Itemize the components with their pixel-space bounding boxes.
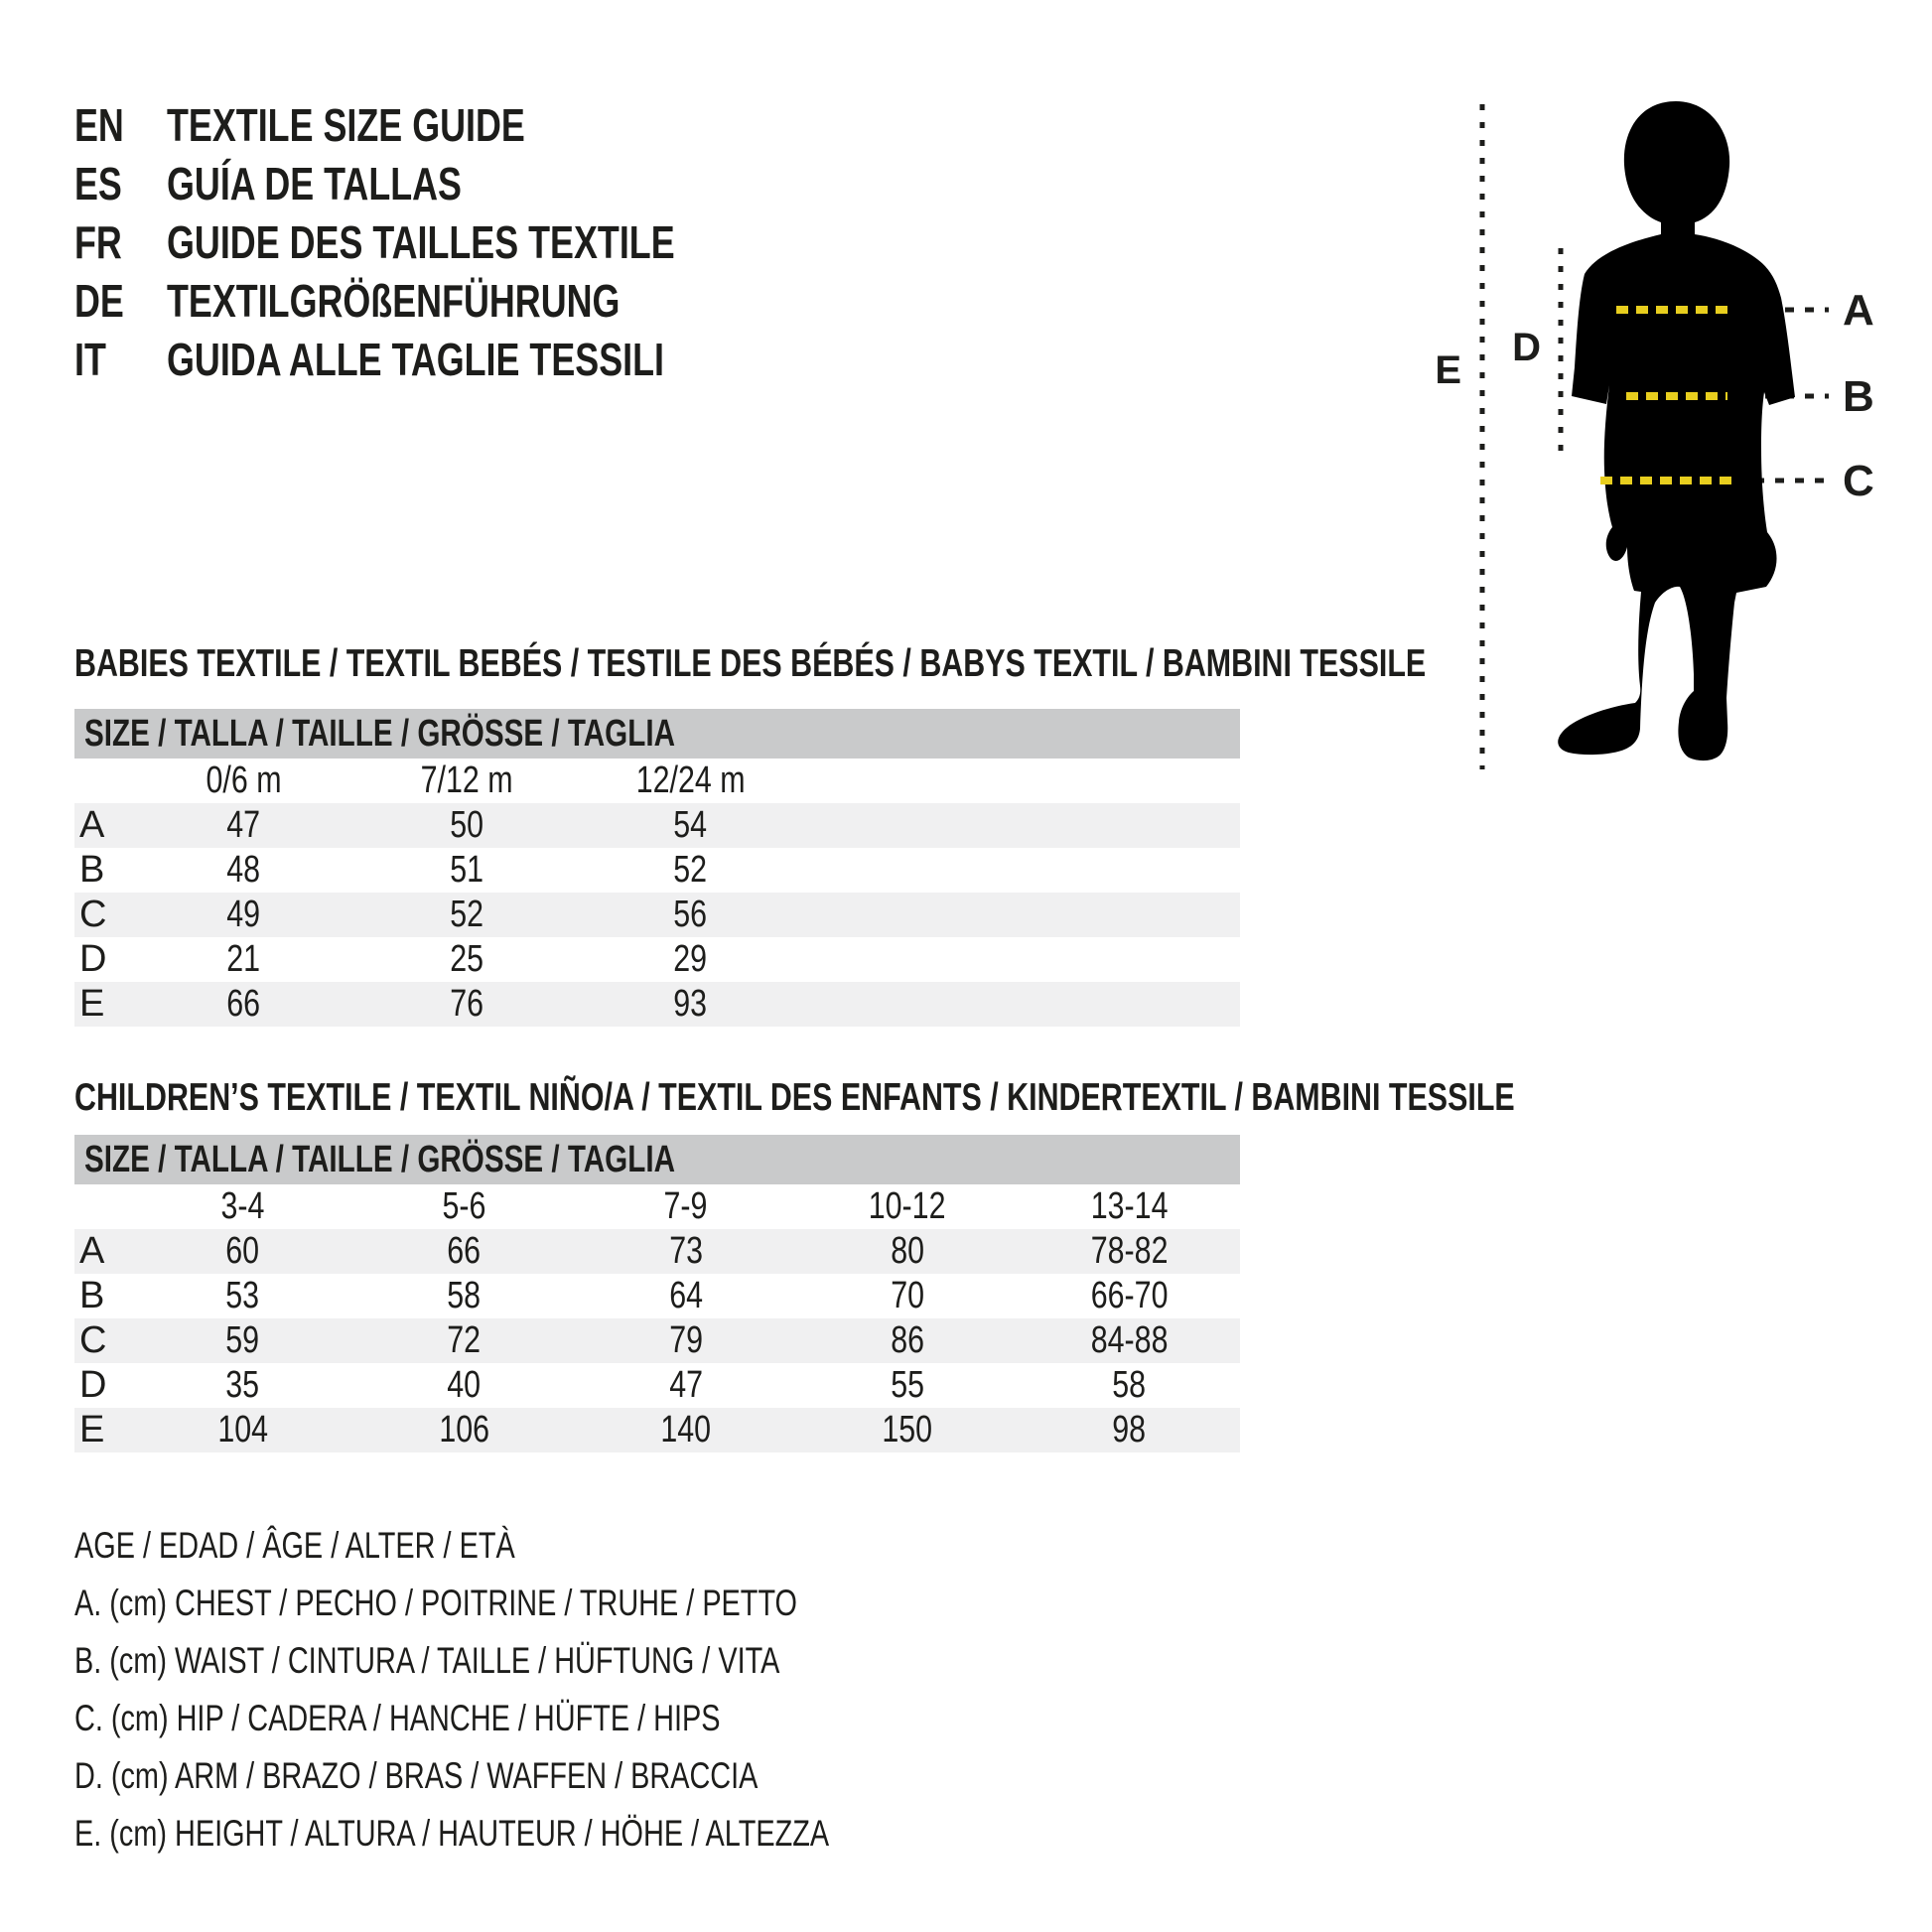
table-row bbox=[74, 1229, 1240, 1274]
language-title: GUIDE DES TAILLES TEXTILE bbox=[167, 215, 675, 268]
cell-value: 58 bbox=[1112, 1364, 1147, 1406]
cell-value: 48 bbox=[226, 849, 261, 891]
row-label: D bbox=[79, 1364, 107, 1406]
cell-value: 56 bbox=[673, 894, 708, 935]
row-label: C bbox=[79, 1319, 107, 1361]
cell-value: 64 bbox=[668, 1275, 703, 1316]
language-row-es bbox=[74, 154, 818, 212]
cell-value: 78-82 bbox=[1090, 1230, 1169, 1272]
row-label: A bbox=[79, 804, 105, 846]
table-column-header-row bbox=[74, 759, 1240, 803]
cell-value: 35 bbox=[225, 1364, 260, 1406]
size-header-band: SIZE / TALLA / TAILLE / GRÖSSE / TAGLIA bbox=[74, 1135, 1240, 1184]
figure-label-d: D bbox=[1512, 326, 1541, 369]
cell-value: 25 bbox=[450, 938, 484, 980]
figure-label-b: B bbox=[1843, 372, 1874, 421]
row-label: E bbox=[79, 1409, 105, 1450]
table-row bbox=[74, 803, 1240, 848]
figure-label-e: E bbox=[1435, 348, 1461, 392]
table-row bbox=[74, 1318, 1240, 1363]
cell-value: 76 bbox=[450, 983, 484, 1025]
cell-value: 79 bbox=[668, 1319, 703, 1361]
cell-value: 59 bbox=[225, 1319, 260, 1361]
cell-value: 93 bbox=[673, 983, 708, 1025]
cell-value: 49 bbox=[226, 894, 261, 935]
table-row bbox=[74, 982, 1240, 1027]
cell-value: 80 bbox=[891, 1230, 924, 1272]
column-header: 3-4 bbox=[220, 1185, 265, 1227]
cell-value: 104 bbox=[216, 1409, 268, 1450]
table-row bbox=[74, 1363, 1240, 1408]
row-label: D bbox=[79, 938, 107, 980]
language-row-de bbox=[74, 271, 818, 330]
language-code: IT bbox=[74, 333, 106, 385]
column-header: 13-14 bbox=[1090, 1185, 1169, 1227]
table-row bbox=[74, 893, 1240, 937]
legend-line-age: AGE / EDAD / ÂGE / ALTER / ETÀ bbox=[74, 1525, 515, 1566]
table-column-header-row bbox=[74, 1184, 1240, 1229]
language-title: GUÍA DE TALLAS bbox=[167, 157, 462, 209]
cell-value: 140 bbox=[660, 1409, 712, 1450]
column-header: 7-9 bbox=[663, 1185, 708, 1227]
language-row-fr bbox=[74, 212, 818, 271]
cell-value: 106 bbox=[439, 1409, 489, 1450]
cell-value: 54 bbox=[673, 804, 708, 846]
measurement-figure bbox=[1132, 50, 1932, 834]
language-title: TEXTILE SIZE GUIDE bbox=[167, 98, 525, 151]
language-code: FR bbox=[74, 215, 122, 268]
language-code: EN bbox=[74, 98, 124, 151]
column-header: 0/6 m bbox=[206, 759, 282, 801]
children-section-heading: CHILDREN’S TEXTILE / TEXTIL NIÑO/A / TEXTIL DES ENFANTS / KINDERTEXTIL / BAMBINI TESSILE bbox=[74, 1076, 1515, 1119]
language-code: ES bbox=[74, 157, 122, 209]
legend-line-hip: C. (cm) HIP / CADERA / HANCHE / HÜFTE / HIPS bbox=[74, 1698, 721, 1738]
language-guide-list bbox=[74, 95, 818, 388]
legend-line-arm: D. (cm) ARM / BRAZO / BRAS / WAFFEN / BRACCIA bbox=[74, 1755, 759, 1796]
cell-value: 60 bbox=[225, 1230, 260, 1272]
cell-value: 84-88 bbox=[1090, 1319, 1169, 1361]
row-label: B bbox=[79, 849, 105, 891]
cell-value: 98 bbox=[1112, 1409, 1147, 1450]
column-header: 12/24 m bbox=[635, 759, 746, 801]
cell-value: 58 bbox=[447, 1275, 482, 1316]
cell-value: 52 bbox=[450, 894, 484, 935]
legend-line-chest: A. (cm) CHEST / PECHO / POITRINE / TRUHE / PETTO bbox=[74, 1583, 798, 1623]
cell-value: 47 bbox=[668, 1364, 703, 1406]
language-row-en bbox=[74, 95, 818, 154]
row-label: C bbox=[79, 894, 107, 935]
table-row bbox=[74, 1274, 1240, 1318]
table-row bbox=[74, 1408, 1240, 1452]
row-label: B bbox=[79, 1275, 105, 1316]
cell-value: 52 bbox=[673, 849, 708, 891]
cell-value: 66 bbox=[447, 1230, 482, 1272]
column-header: 5-6 bbox=[442, 1185, 486, 1227]
cell-value: 51 bbox=[450, 849, 484, 891]
language-title: GUIDA ALLE TAGLIE TESSILI bbox=[167, 333, 664, 385]
measurement-legend bbox=[74, 1517, 1041, 1863]
figure-label-a: A bbox=[1843, 286, 1874, 335]
cell-value: 66 bbox=[226, 983, 261, 1025]
table-row bbox=[74, 848, 1240, 893]
cell-value: 70 bbox=[891, 1275, 924, 1316]
language-row-it bbox=[74, 330, 818, 388]
cell-value: 73 bbox=[668, 1230, 703, 1272]
language-code: DE bbox=[74, 274, 124, 327]
cell-value: 86 bbox=[891, 1319, 924, 1361]
cell-value: 50 bbox=[450, 804, 484, 846]
figure-label-c: C bbox=[1843, 457, 1874, 505]
row-label: E bbox=[79, 983, 105, 1025]
cell-value: 53 bbox=[225, 1275, 260, 1316]
cell-value: 47 bbox=[226, 804, 261, 846]
babies-size-table bbox=[74, 709, 1240, 1027]
cell-value: 150 bbox=[882, 1409, 933, 1450]
children-size-table bbox=[74, 1135, 1240, 1452]
cell-value: 21 bbox=[226, 938, 261, 980]
cell-value: 55 bbox=[891, 1364, 924, 1406]
table-row bbox=[74, 937, 1240, 982]
legend-line-height: E. (cm) HEIGHT / ALTURA / HAUTEUR / HÖHE / ALTEZZA bbox=[74, 1813, 830, 1854]
cell-value: 29 bbox=[673, 938, 708, 980]
language-title: TEXTILGRÖßENFÜHRUNG bbox=[167, 274, 621, 327]
babies-section-heading: BABIES TEXTILE / TEXTIL BEBÉS / TESTILE DES BÉBÉS / BABYS TEXTIL / BAMBINI TESSILE bbox=[74, 642, 1427, 685]
row-label: A bbox=[79, 1230, 105, 1272]
column-header: 10-12 bbox=[869, 1185, 946, 1227]
legend-line-waist: B. (cm) WAIST / CINTURA / TAILLE / HÜFTUNG / VITA bbox=[74, 1640, 780, 1681]
size-header-band: SIZE / TALLA / TAILLE / GRÖSSE / TAGLIA bbox=[74, 709, 1240, 759]
cell-value: 40 bbox=[447, 1364, 482, 1406]
column-header: 7/12 m bbox=[421, 759, 513, 801]
cell-value: 72 bbox=[447, 1319, 482, 1361]
cell-value: 66-70 bbox=[1090, 1275, 1169, 1316]
